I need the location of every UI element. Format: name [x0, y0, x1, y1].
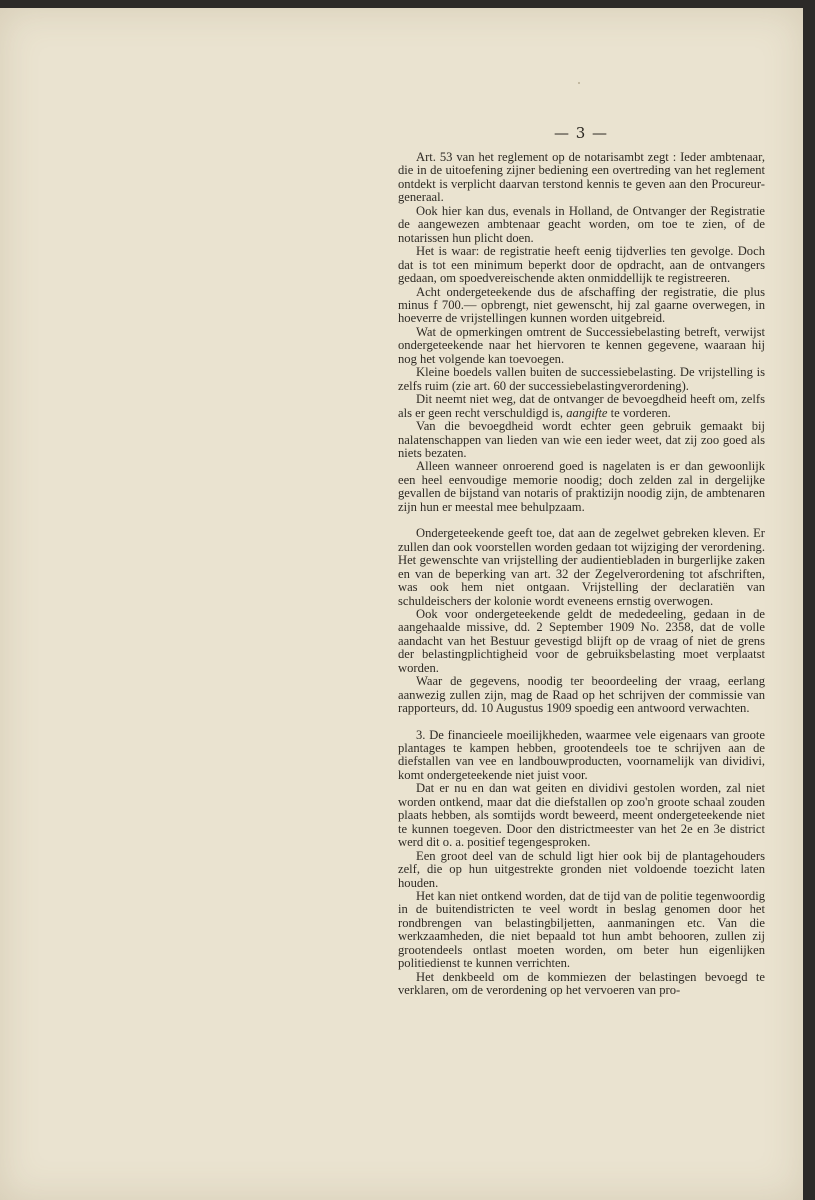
paragraph: Ook hier kan dus, evenals in Holland, de Ontvanger der Registratie de aangewezen ambtenaar geacht worden, om toe te zien, of de notarissen hun plicht doen.: [398, 203, 765, 245]
paragraph: Dat er nu en dan wat geiten en dividivi gestolen worden, zal niet worden ontkend, maar dat die diefstallen op zoo'n groote schaal zouden plaats hebben, als somtijds wordt beweerd, meent ondergeteekende niet te kunnen toegeven. Door den districtmeester van het 2e en 3e district werd dit o. a. positief tegengesproken.: [398, 781, 765, 850]
paragraph-text: te vorderen.: [610, 405, 671, 420]
document-page: [0, 8, 803, 1200]
paragraph: [398, 393, 765, 420]
paragraph-text: Dit neemt niet weg, dat de ontvanger de bevoegdheid heeft om, zelfs als er geen recht verschuldigd is,: [398, 392, 765, 420]
paragraph: Kleine boedels vallen buiten de successiebelasting. De vrijstelling is zelfs ruim (zie art. 60 der successiebelastingverordening).: [398, 365, 765, 393]
paragraph: Wat de opmerkingen omtrent de Successiebelasting betreft, verwijst ondergeteekende naar het hiervoren te kennen gegevene, waaraan hij nog het volgende kan toevoegen.: [398, 324, 765, 366]
paragraph: Acht ondergeteekende dus de afschaffing der registratie, die plus minus f 700.— opbrengt, niet gewenscht, hij zal gaarne overwegen, in hoeverre de vrijstellingen kunnen worden uitgebreid.: [398, 284, 765, 326]
body-text: [398, 151, 765, 998]
paragraph: Een groot deel van de schuld ligt hier ook bij de plantagehouders zelf, die op hun uitgestrekte gronden niet voldoende toezicht laten houden.: [398, 848, 765, 890]
page-number: — 3 —: [553, 124, 609, 142]
italic-term: aangifte: [566, 405, 608, 420]
paragraph: Het kan niet ontkend worden, dat de tijd van de politie tegenwoordig in de buitendistricten te veel wordt in beslag genomen door het rondbrengen van belastingbiljetten, aanmaningen etc. Van die werkzaamheden, die niet bepaald tot hun ambt behooren, zullen zij grootendeels ontlast moeten worden, om beter hun eigenlijken politiedienst te kunnen verrichten.: [398, 889, 765, 971]
paragraph: Art. 53 van het reglement op de notarisambt zegt : Ieder ambtenaar, die in de uitoefening zijner bediening een overtreding van het reglement ontdekt is verplicht daarvan terstond kennis te geven aan den Procureur-generaal.: [398, 150, 765, 205]
paragraph: Alleen wanneer onroerend goed is nagelaten is er dan gewoonlijk een heel eenvoudige memorie noodig; doch zelden zal in dergelijke gevallen de bijstand van notaris of praktizijn noodig zijn, de ambtenaren zijn hun er meestal mee behulpzaam.: [398, 459, 765, 514]
paper-mark: [578, 82, 580, 84]
paragraph: Ondergeteekende geeft toe, dat aan de zegelwet gebreken kleven. Er zullen dan ook voorstellen worden gedaan tot wijziging der verordening. Het gewenschte van vrijstelling der audientiebladen in burgerlijke zaken en van de beperking van art. 32 der Zegelverordening tot afschriften, was ook hem niet ontgaan. Vrijstelling der declaratiën van schuldeischers der kolonie wordt eveneens ernstig overwogen.: [398, 526, 765, 608]
paragraph: 3. De financieele moeilijkheden, waarmee vele eigenaars van groote plantages te kampen hebben, grootendeels toe te schrijven aan de diefstallen van vee en landbouwproducten, voornamelijk van dividivi, komt ondergeteekende niet juist voor.: [398, 727, 765, 782]
paragraph: Van die bevoegdheid wordt echter geen gebruik gemaakt bij nalatenschappen van lieden van wie een ieder weet, dat zij zoo goed als niets bezaten.: [398, 419, 765, 460]
paragraph: Het denkbeeld om de kommiezen der belastingen bevoegd te verklaren, om de verordening op het vervoeren van pro-: [398, 969, 765, 998]
paragraph: Het is waar: de registratie heeft eenig tijdverlies ten gevolge. Doch dat is tot een minimum beperkt door de opdracht, aan de ontvangers gedaan, om spoedvereischende akten onmiddellijk te registreeren.: [398, 244, 765, 286]
paragraph: Waar de gegevens, noodig ter beoordeeling der vraag, eerlang aanwezig zullen zijn, mag de Raad op het schrijven der commissie van rapporteurs, dd. 10 Augustus 1909 spoedig een antwoord verwachten.: [398, 674, 765, 716]
paragraph: Ook voor ondergeteekende geldt de mededeeling, gedaan in de aangehaalde missive, dd. 2 September 1909 No. 2358, dat de volle aandacht van het Bestuur gevestigd blijft op de vraag of niet de grens der belastingplichtigheid voor de gebruiksbelasting moet verplaatst worden.: [398, 606, 765, 675]
